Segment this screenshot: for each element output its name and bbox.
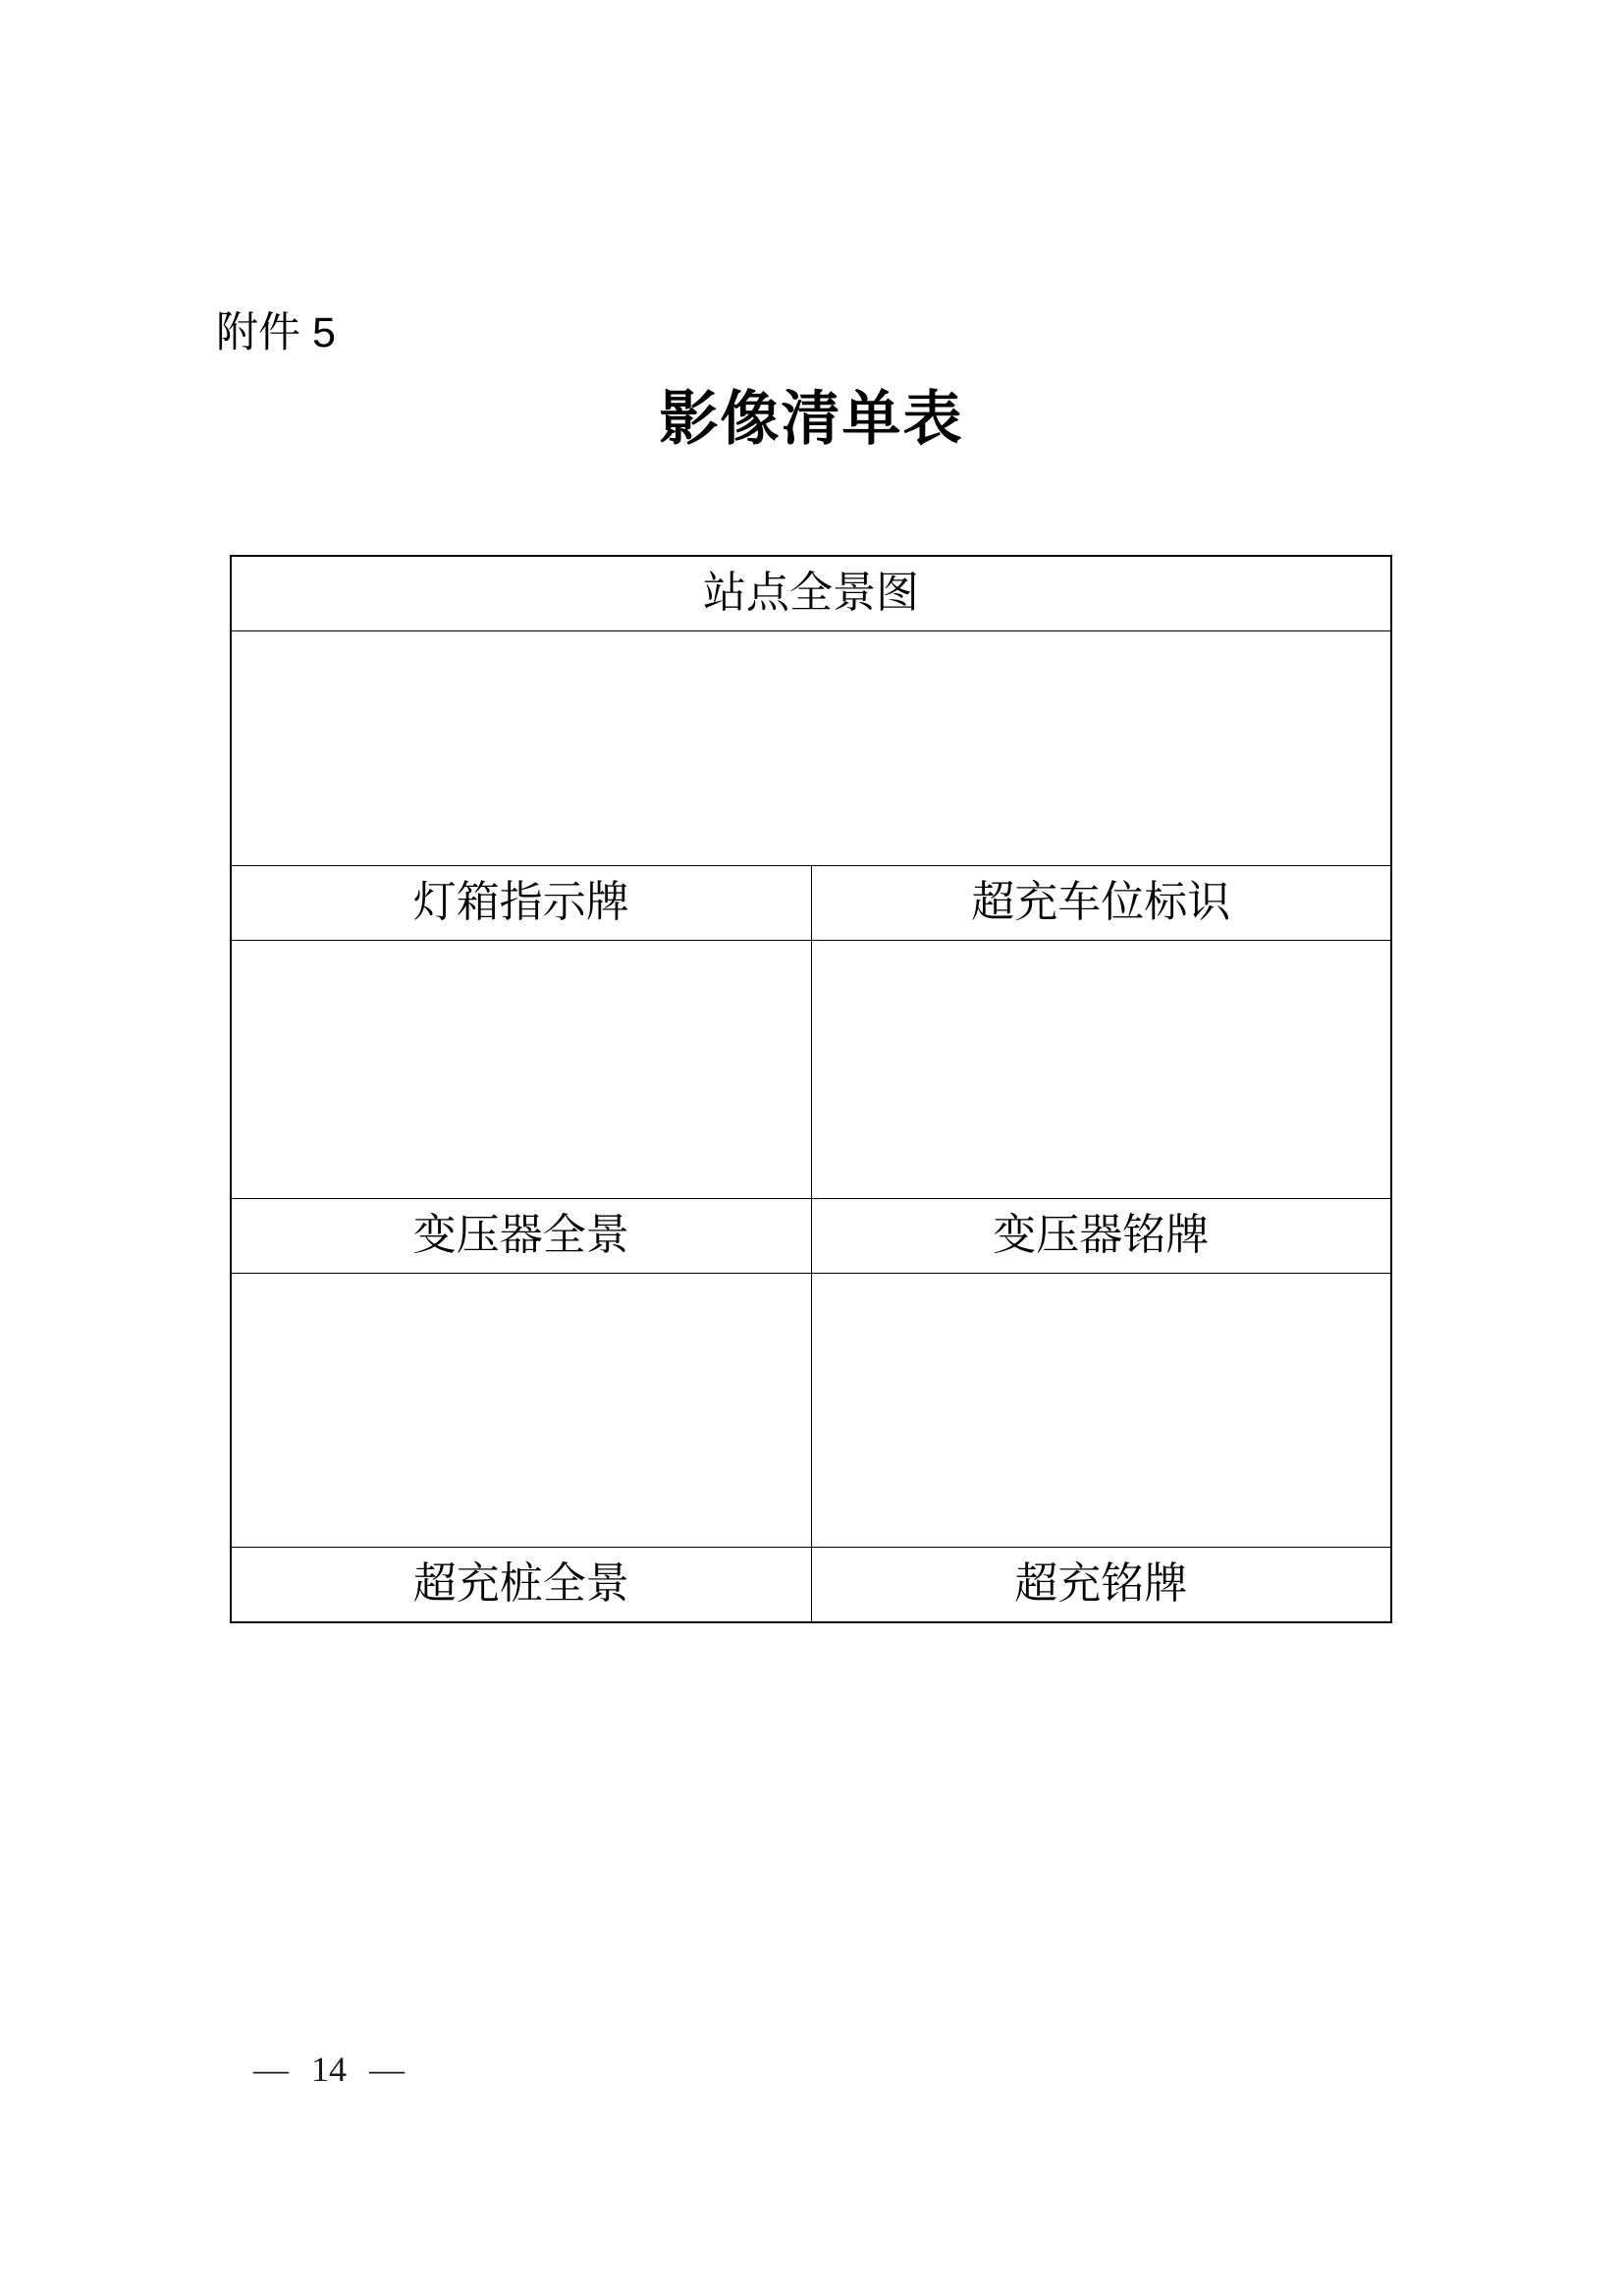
label-cell-supercharger-pile-panorama: 超充桩全景 [231,1548,811,1623]
photo-area-transformer-panorama [231,1274,811,1548]
label-cell-supercharge-parking-sign: 超充车位标识 [811,866,1391,941]
label-cell-supercharge-nameplate: 超充铭牌 [811,1548,1391,1623]
table-row-photo [231,1274,1391,1548]
page-number: — 14 — [253,2050,405,2089]
table-row-photo [231,941,1391,1199]
attachment-label: 附件 5 [216,309,336,356]
table-row-header [231,556,1391,631]
header-cell-site-panorama: 站点全景图 [231,556,1391,631]
page-title: 影像清单表 [659,386,964,452]
table-row-photo [231,631,1391,866]
label-cell-lightbox-sign: 灯箱指示牌 [231,866,811,941]
label-cell-transformer-panorama: 变压器全景 [231,1199,811,1274]
table-row-labels [231,1199,1391,1274]
image-list-table [230,555,1392,1623]
table-row-labels [231,866,1391,941]
label-cell-transformer-nameplate: 变压器铭牌 [811,1199,1391,1274]
photo-area-site-panorama [231,631,1391,866]
photo-area-lightbox-sign [231,941,811,1199]
table-row-labels [231,1548,1391,1623]
photo-area-transformer-nameplate [811,1274,1391,1548]
photo-area-supercharge-parking-sign [811,941,1391,1199]
